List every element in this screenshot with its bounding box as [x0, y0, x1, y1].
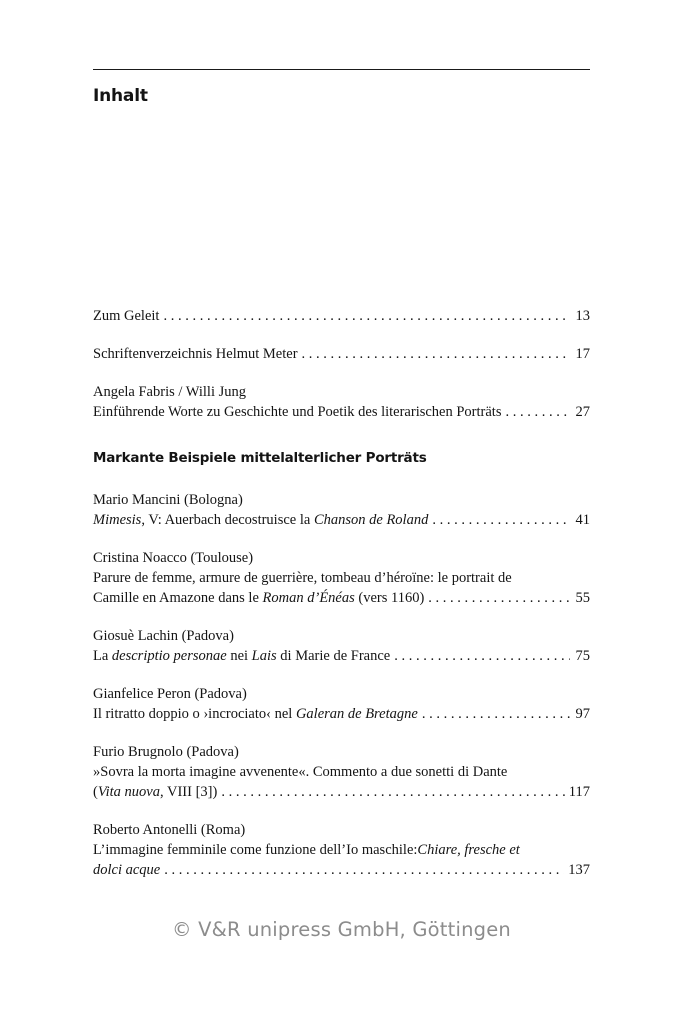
toc-entry	[93, 344, 590, 364]
dot-leader	[394, 646, 570, 666]
entry-author: Giosuè Lachin (Padova)	[93, 628, 234, 644]
toc-entry	[93, 684, 590, 724]
entry-title-line: Parure de femme, armure de guerrière, tombeau d’héroïne: le portrait de	[93, 570, 512, 586]
page-number: 41	[575, 512, 590, 528]
toc-entry	[93, 626, 590, 666]
page-title: Inhalt	[93, 86, 148, 106]
toc-entry	[93, 548, 590, 608]
dot-leader	[428, 588, 570, 608]
entry-author: Gianfelice Peron (Padova)	[93, 686, 247, 702]
entry-author: Mario Mancini (Bologna)	[93, 492, 243, 508]
dot-leader	[505, 402, 570, 422]
copyright-watermark: © V&R unipress GmbH, Göttingen	[172, 918, 511, 941]
dot-leader	[164, 860, 564, 880]
entry-author: Furio Brugnolo (Padova)	[93, 744, 239, 760]
entry-author: Cristina Noacco (Toulouse)	[93, 550, 254, 566]
entry-title: La descriptio personae nei Lais di Marie de France	[93, 648, 391, 664]
page-number: 97	[575, 706, 590, 722]
toc-entry	[93, 382, 590, 422]
dot-leader	[221, 782, 564, 802]
entry-title: dolci acque	[93, 862, 161, 878]
page-number: 137	[568, 862, 590, 878]
page-number: 75	[575, 648, 590, 664]
page-number: 117	[568, 784, 590, 800]
toc-entry	[93, 306, 590, 326]
entry-title: Zum Geleit	[93, 308, 160, 324]
entry-title: (Vita nuova, VIII [3])	[93, 784, 218, 800]
dot-leader	[163, 306, 570, 326]
dot-leader	[302, 344, 570, 364]
page-number: 13	[575, 308, 590, 324]
entry-title: Einführende Worte zu Geschichte und Poetik des literarischen Porträts	[93, 404, 502, 420]
entry-title: Il ritratto doppio o ›incrociato‹ nel Galeran de Bretagne	[93, 706, 418, 722]
table-of-contents	[93, 306, 590, 898]
page-number: 17	[575, 346, 590, 362]
entry-author: Roberto Antonelli (Roma)	[93, 822, 246, 838]
entry-title-line: »Sovra la morta imagine avvenente«. Commento a due sonetti di Dante	[93, 764, 508, 780]
toc-entry	[93, 820, 590, 880]
dot-leader	[422, 704, 570, 724]
dot-leader	[432, 510, 570, 530]
page-number: 55	[575, 590, 590, 606]
page-number: 27	[575, 404, 590, 420]
entry-title: Schriftenverzeichnis Helmut Meter	[93, 346, 298, 362]
entry-title: Mimesis, V: Auerbach decostruisce la Chanson de Roland	[93, 512, 429, 528]
entry-title-line: L’immagine femminile come funzione dell’Io maschile: Chiare, fresche et	[93, 842, 520, 858]
entry-title: Camille en Amazone dans le Roman d’Énéas (vers 1160)	[93, 590, 425, 606]
top-rule	[93, 69, 590, 70]
toc-entry	[93, 742, 590, 802]
toc-entry	[93, 490, 590, 530]
entry-author: Angela Fabris / Willi Jung	[93, 384, 247, 400]
section-heading: Markante Beispiele mittelalterlicher Porträts	[93, 450, 427, 466]
